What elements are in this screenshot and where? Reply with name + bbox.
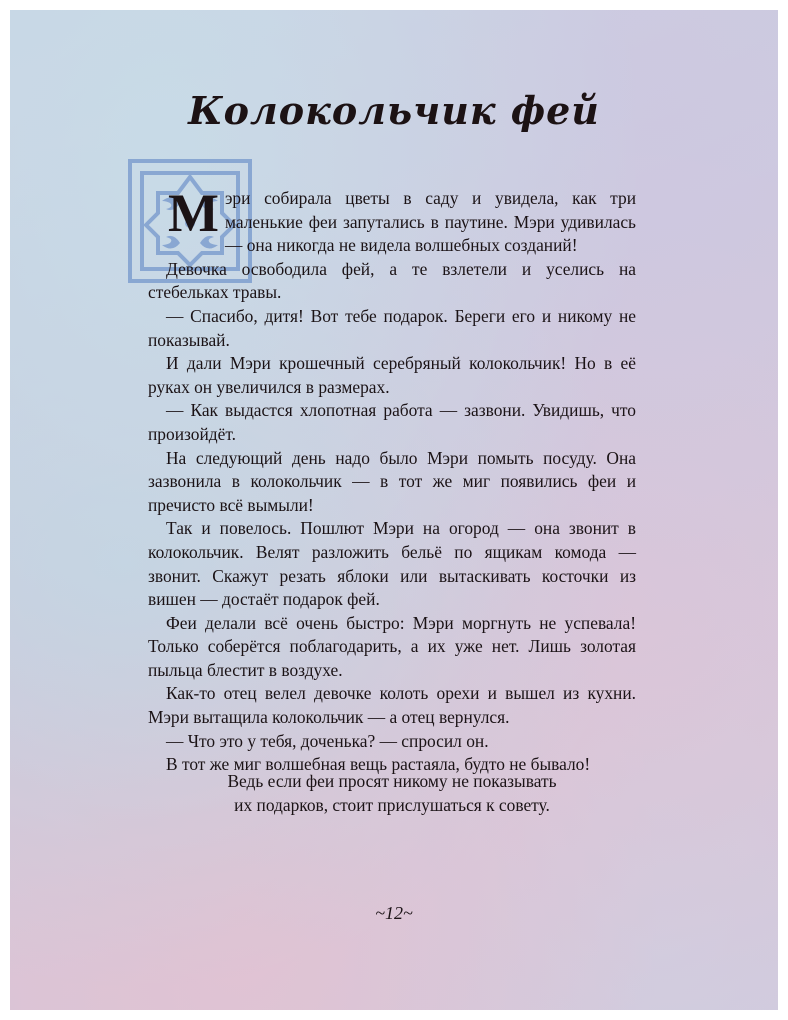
story-paragraph: Девочка освободила фей, а те взлетели и уселись на стебельках травы. — [148, 258, 636, 303]
page-number: ~12~ — [375, 903, 413, 923]
story-title: Колокольчик фей — [188, 88, 600, 133]
drop-cap-letter: М — [168, 183, 219, 243]
story-moral — [148, 770, 636, 817]
moral-line: их подарков, стоит прислушаться к совету. — [234, 794, 550, 815]
story-paragraph: — Как выдастся хлопотная работа — зазвони. Увидишь, что произойдёт. — [148, 400, 636, 444]
story-paragraph: В тот же миг волшебная вещь растаяла, будто не бывало! — [166, 754, 591, 775]
story-paragraph: Феи делали всё очень быстро: Мэри моргнуть не успевала! Только соберётся поблагодарить, а их уже нет. Лишь золотая пыльца блестит в воздухе. — [148, 612, 636, 680]
story-paragraph: эри собирала цветы в саду и увидела, как три маленькие феи запутались в паутине. Мэри удивилась — она никогда не видела волшебных созданий! — [224, 188, 636, 256]
story-paragraph: — Спасибо, дитя! Вот тебе подарок. Береги его и никому не показывай. — [148, 305, 636, 350]
book-page — [10, 10, 778, 1010]
story-text — [148, 183, 636, 777]
story-paragraph: И дали Мэри крошечный серебряный колокольчик! Но в её руках он увеличился в размерах. — [148, 353, 636, 397]
moral-line: Ведь если феи просят никому не показывать — [227, 771, 557, 791]
story-paragraph: На следующий день надо было Мэри помыть посуду. Она зазвонила в колокольчик — в тот же миг появились феи и пречисто всё вымыли! — [148, 447, 636, 515]
story-paragraph: Так и повелось. Пошлют Мэри на огород — она звонит в колокольчик. Велят разложить бельё по ящикам комода — звонит. Скажут резать яблоки или вытаскивать косточки из вишен — достаёт подарок фей. — [148, 518, 636, 610]
story-paragraph: Как-то отец велел девочке колоть орехи и вышел из кухни. Мэри вытащила колокольчик — а отец вернулся. — [148, 683, 636, 728]
story-paragraph: — Что это у тебя, доченька? — спросил он. — [166, 730, 489, 751]
